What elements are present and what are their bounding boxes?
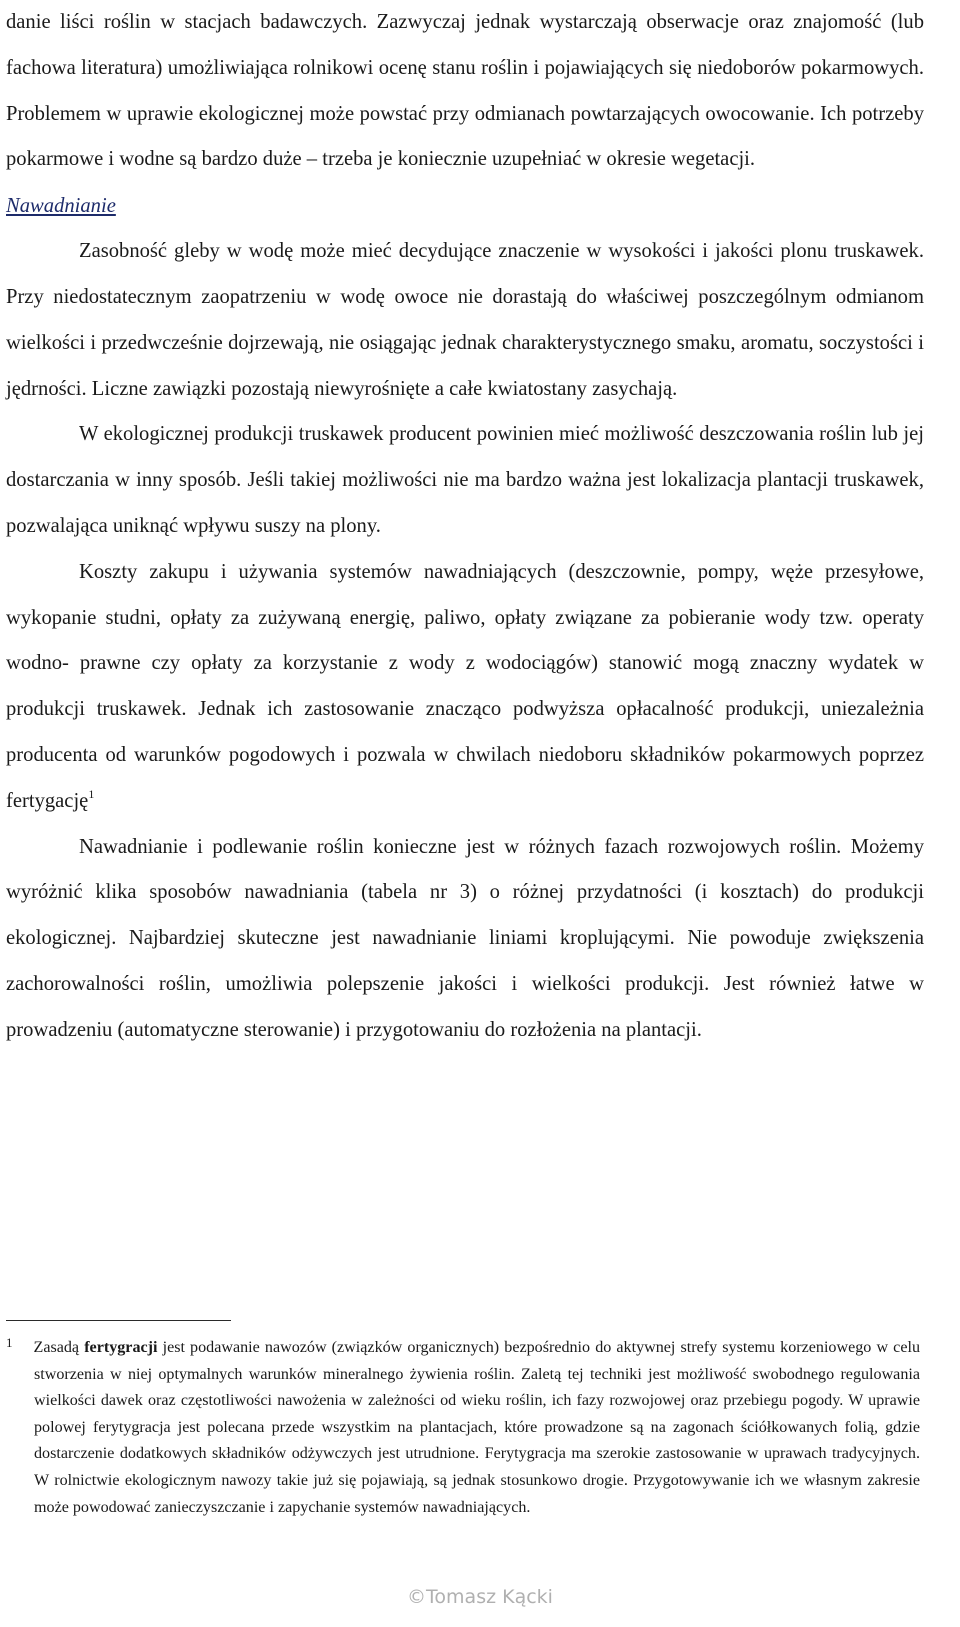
footnote-separator (6, 1320, 231, 1321)
section-heading: Nawadnianie (6, 195, 116, 218)
footnote-number: 1 (6, 1335, 13, 1350)
footnote (6, 1330, 920, 1521)
paragraph-1: danie liści roślin w stacjach badawczych. Zazwyczaj jednak wystarczają obserwacje oraz znajomość (lub fachowa literatura) umożliwiająca rolnikowi ocenę stanu roślin i pojawiających się niedoborów pokarmowych. Problemem w uprawie ekologicznej może powstać przy odmianach powtarzających owocowanie. Ich potrzeby pokarmowe i wodne są bardzo duże – trzeba je koniecznie uzupełniać w okresie wegetacji. (6, 11, 924, 171)
paragraph-2: Zasobność gleby w wodę może mieć decydujące znaczenie w wysokości i jakości plonu truskawek. Przy niedostatecznym zaopatrzeniu w wodę owoce nie dorastają do właściwej poszczególnym odmianom wielkości i przedwcześnie dojrzewają, nie osiągając jednak charakterystycznego smaku, aromatu, soczystości i jędrności. Liczne zawiązki pozostają niewyrośnięte a całe kwiatostany zasychają. (6, 240, 924, 400)
paragraph-4-text: Koszty zakupu i używania systemów nawadniających (deszczownie, pompy, węże przesyłowe, wykopanie studni, opłaty za zużywaną energię, paliwo, opłaty związane za pobieranie wody tzw. operaty wodno- prawne czy opłaty za korzystanie z wody z wodociągów) stanowić mogą znaczny wydatek w produkcji truskawek. Jednak ich zastosowanie znacząco podwyższa opłacalność produkcji, uniezależnia producenta od warunków pogodowych i pozwala w chwilach niedoboru składników pokarmowych poprzez fertygację (6, 560, 924, 812)
footnote-reference[interactable]: 1 (88, 786, 95, 801)
paragraph-5: Nawadnianie i podlewanie roślin konieczne jest w różnych fazach rozwojowych roślin. Możemy wyróżnić klika sposobów nawadniania (tabela nr 3) o różnej przydatności (i kosztach) do produkcji ekologicznej. Najbardziej skuteczne jest nawadnianie liniami kroplującymi. Nie powoduje zwiększenia zachorowalności roślin, umożliwia polepszenie jakości i wielkości produkcji. Jest również łatwe w prowadzeniu (automatyczne sterowanie) i przygotowaniu do rozłożenia na plantacji. (6, 835, 924, 1041)
footnote-body (6, 1330, 920, 1521)
paragraph-4 (6, 550, 924, 825)
copyright-footer: ©Tomasz Kącki (407, 1586, 553, 1608)
footnote-term: fertygracji (84, 1339, 158, 1356)
footnote-text: jest podawanie nawozów (związków organicznych) bezpośrednio do aktywnej strefy systemu korzeniowego w celu stworzenia w niej optymalnych warunków mineralnego żywienia roślin. Zaletą tej techniki jest możliwość swobodnego regulowania wielkości dawek oraz częstotliwości nawożenia w zależności od wieku roślin, ich fazy rozwojowej oraz przebiegu pogody. W uprawie polowej ferytygracja jest polecana przede wszystkim na plantacjach, które prowadzone są na zagonach ściółkowanych folią, gdzie dostarczenie dodatkowych składników odżywczych jest utrudnione. Ferytygracja ma szerokie zastosowanie w uprawach tradycyjnych. W rolnictwie ekologicznym nawozy takie już się pojawiają, są jednak stosunkowo drogie. Przygotowywanie ich we własnym zakresie może powodować zanieczyszczanie i zapychanie systemów nawadniających. (34, 1339, 920, 1516)
paragraph-3: W ekologicznej produkcji truskawek producent powinien mieć możliwość deszczowania roślin lub jej dostarczania w inny sposób. Jeśli takiej możliwości nie ma bardzo ważna jest lokalizacja plantacji truskawek, pozwalająca uniknąć wpływu suszy na plony. (6, 423, 924, 537)
footnote-lead: Zasadą (33, 1339, 80, 1356)
footnote-first-line (6, 1335, 163, 1356)
main-text (6, 0, 924, 1054)
